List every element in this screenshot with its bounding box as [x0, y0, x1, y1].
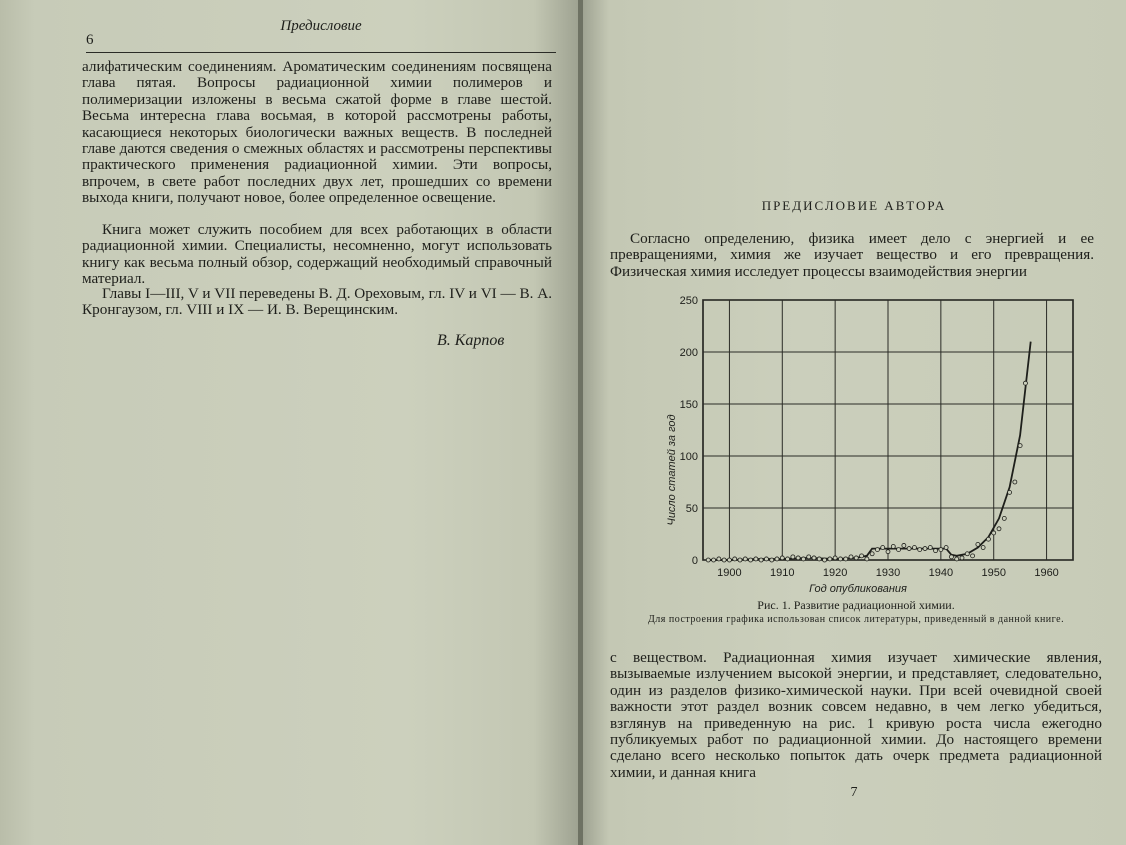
data-point: [823, 558, 827, 562]
data-point: [986, 537, 990, 541]
data-point: [860, 554, 864, 558]
data-point: [828, 557, 832, 561]
x-tick-label: 1920: [822, 567, 848, 579]
data-point: [1008, 490, 1012, 494]
data-point: [881, 546, 885, 550]
y-tick-label: 100: [679, 451, 698, 463]
x-tick-label: 1960: [1034, 567, 1059, 579]
data-point: [897, 548, 901, 552]
data-point: [939, 548, 943, 552]
data-point: [1013, 480, 1017, 484]
x-tick-label: 1940: [928, 567, 954, 579]
data-point: [844, 557, 848, 561]
data-point: [749, 558, 753, 562]
data-point: [764, 557, 768, 561]
y-tick-label: 0: [691, 555, 698, 567]
trend-curve: [708, 342, 1030, 560]
x-tick-label: 1910: [770, 567, 795, 579]
data-point: [923, 547, 927, 551]
data-point: [833, 556, 837, 560]
data-point: [1002, 516, 1006, 520]
signature: В. Карпов: [437, 332, 505, 349]
right-paragraph-2: с веществом. Радиационная химия изучает химические явления, вызываемые излучением высокой энергии, и представляет, следовательно, один из разделов физико-химической науки. При всей очевидной своей важности этот раздел возник совсем недавно, в чем легко убедиться, взглянув на приведенную на рис. 1 кривую роста числа ежегодно публикуемых работ по радиационной химии. До настоящего времени сделано всего несколько попыток дать очерк предмета радиационной химии, и данная книга: [610, 649, 1102, 781]
data-point: [875, 548, 879, 552]
data-point: [791, 555, 795, 559]
figure-note: Для построения графика использован список литературы, приведенный в данной книге.: [647, 614, 1065, 625]
data-point: [780, 556, 784, 560]
x-tick-label: 1930: [875, 567, 901, 579]
left-paragraph-3: Главы I—III, V и VII переведены В. Д. Ореховым, гл. IV и VI — В. А. Кронгаузом, гл. VIII и IX — И. В. Верещинским.: [82, 285, 552, 319]
data-point: [944, 546, 948, 550]
y-tick-label: 200: [679, 347, 698, 359]
data-point: [960, 556, 964, 560]
data-point: [733, 557, 737, 561]
data-point: [928, 546, 932, 550]
data-point: [949, 555, 953, 559]
right-paragraph-1: Согласно определению, физика имеет дело с энергией и ее превращениями, химия же изучает вещество и его превращения. Физическая химия исследует процессы взаимодействия энергии: [610, 230, 1094, 280]
data-point: [971, 554, 975, 558]
data-point: [786, 557, 790, 561]
y-tick-label: 50: [685, 503, 698, 515]
x-axis-label: Год опубликования: [809, 583, 907, 595]
data-point: [918, 548, 922, 552]
data-point: [743, 557, 747, 561]
data-point: [997, 527, 1001, 531]
running-head-title: Предисловие: [280, 18, 362, 34]
left-paragraph-1: алифатическим соединениям. Ароматическим соединениям посвящена глава пятая. Вопросы радиационной химии полимеров и полимеризации изложены в весьма сжатой форме в главе шестой. Весьма интересна глава восьмая, в которой рассмотрены работы, касающиеся некоторых биологически важных веществ. В последней главе даются сведения о смежных областях и рассмотрены перспективы практического применения радиационной химии. Эти вопросы, впрочем, в свете работ последних двух лет, прошедших со времени выхода книги, получают новое, более определенное освещение.: [82, 58, 552, 207]
data-point: [907, 547, 911, 551]
y-axis-label: Число статей за год: [666, 414, 678, 526]
data-point: [722, 558, 726, 562]
figure-caption: Рис. 1. Развитие радиационной химии.: [757, 598, 955, 612]
y-tick-label: 250: [679, 295, 698, 307]
data-point: [759, 558, 763, 562]
data-point: [912, 546, 916, 550]
left-paragraph-2: Книга может служить пособием для всех работающих в области радиационной химии. Специалисты, несомненно, могут использовать книгу как весьма полный обзор, содержащий необходимый справочный материал.: [82, 221, 552, 288]
data-point: [727, 558, 731, 562]
data-point: [838, 557, 842, 561]
data-point: [754, 557, 758, 561]
data-point: [706, 558, 710, 562]
data-point: [865, 557, 869, 561]
data-point: [849, 555, 853, 559]
data-point: [934, 549, 938, 553]
data-point: [886, 550, 890, 554]
data-point: [712, 558, 716, 562]
data-point: [955, 557, 959, 561]
data-point: [854, 556, 858, 560]
data-point: [801, 557, 805, 561]
data-point: [770, 558, 774, 562]
data-point: [992, 531, 996, 535]
data-point: [817, 557, 821, 561]
y-tick-label: 150: [679, 399, 698, 411]
data-point: [807, 555, 811, 559]
data-point: [1023, 381, 1027, 385]
running-header: [86, 18, 556, 53]
book-gutter: [578, 0, 583, 845]
data-point: [891, 544, 895, 548]
growth-chart: [660, 288, 1080, 598]
data-point: [870, 552, 874, 556]
data-point: [812, 556, 816, 560]
x-tick-label: 1900: [717, 567, 742, 579]
data-point: [902, 543, 906, 547]
section-heading: ПРЕДИСЛОВИЕ АВТОРА: [761, 198, 947, 213]
data-point: [1018, 444, 1022, 448]
data-point: [717, 557, 721, 561]
data-point: [796, 556, 800, 560]
data-point: [965, 552, 969, 556]
data-point: [976, 542, 980, 546]
left-page-number: 6: [86, 32, 94, 48]
data-point: [775, 557, 779, 561]
x-tick-label: 1950: [981, 567, 1006, 579]
right-page-number: 7: [850, 785, 858, 800]
data-point: [738, 558, 742, 562]
data-point: [981, 546, 985, 550]
